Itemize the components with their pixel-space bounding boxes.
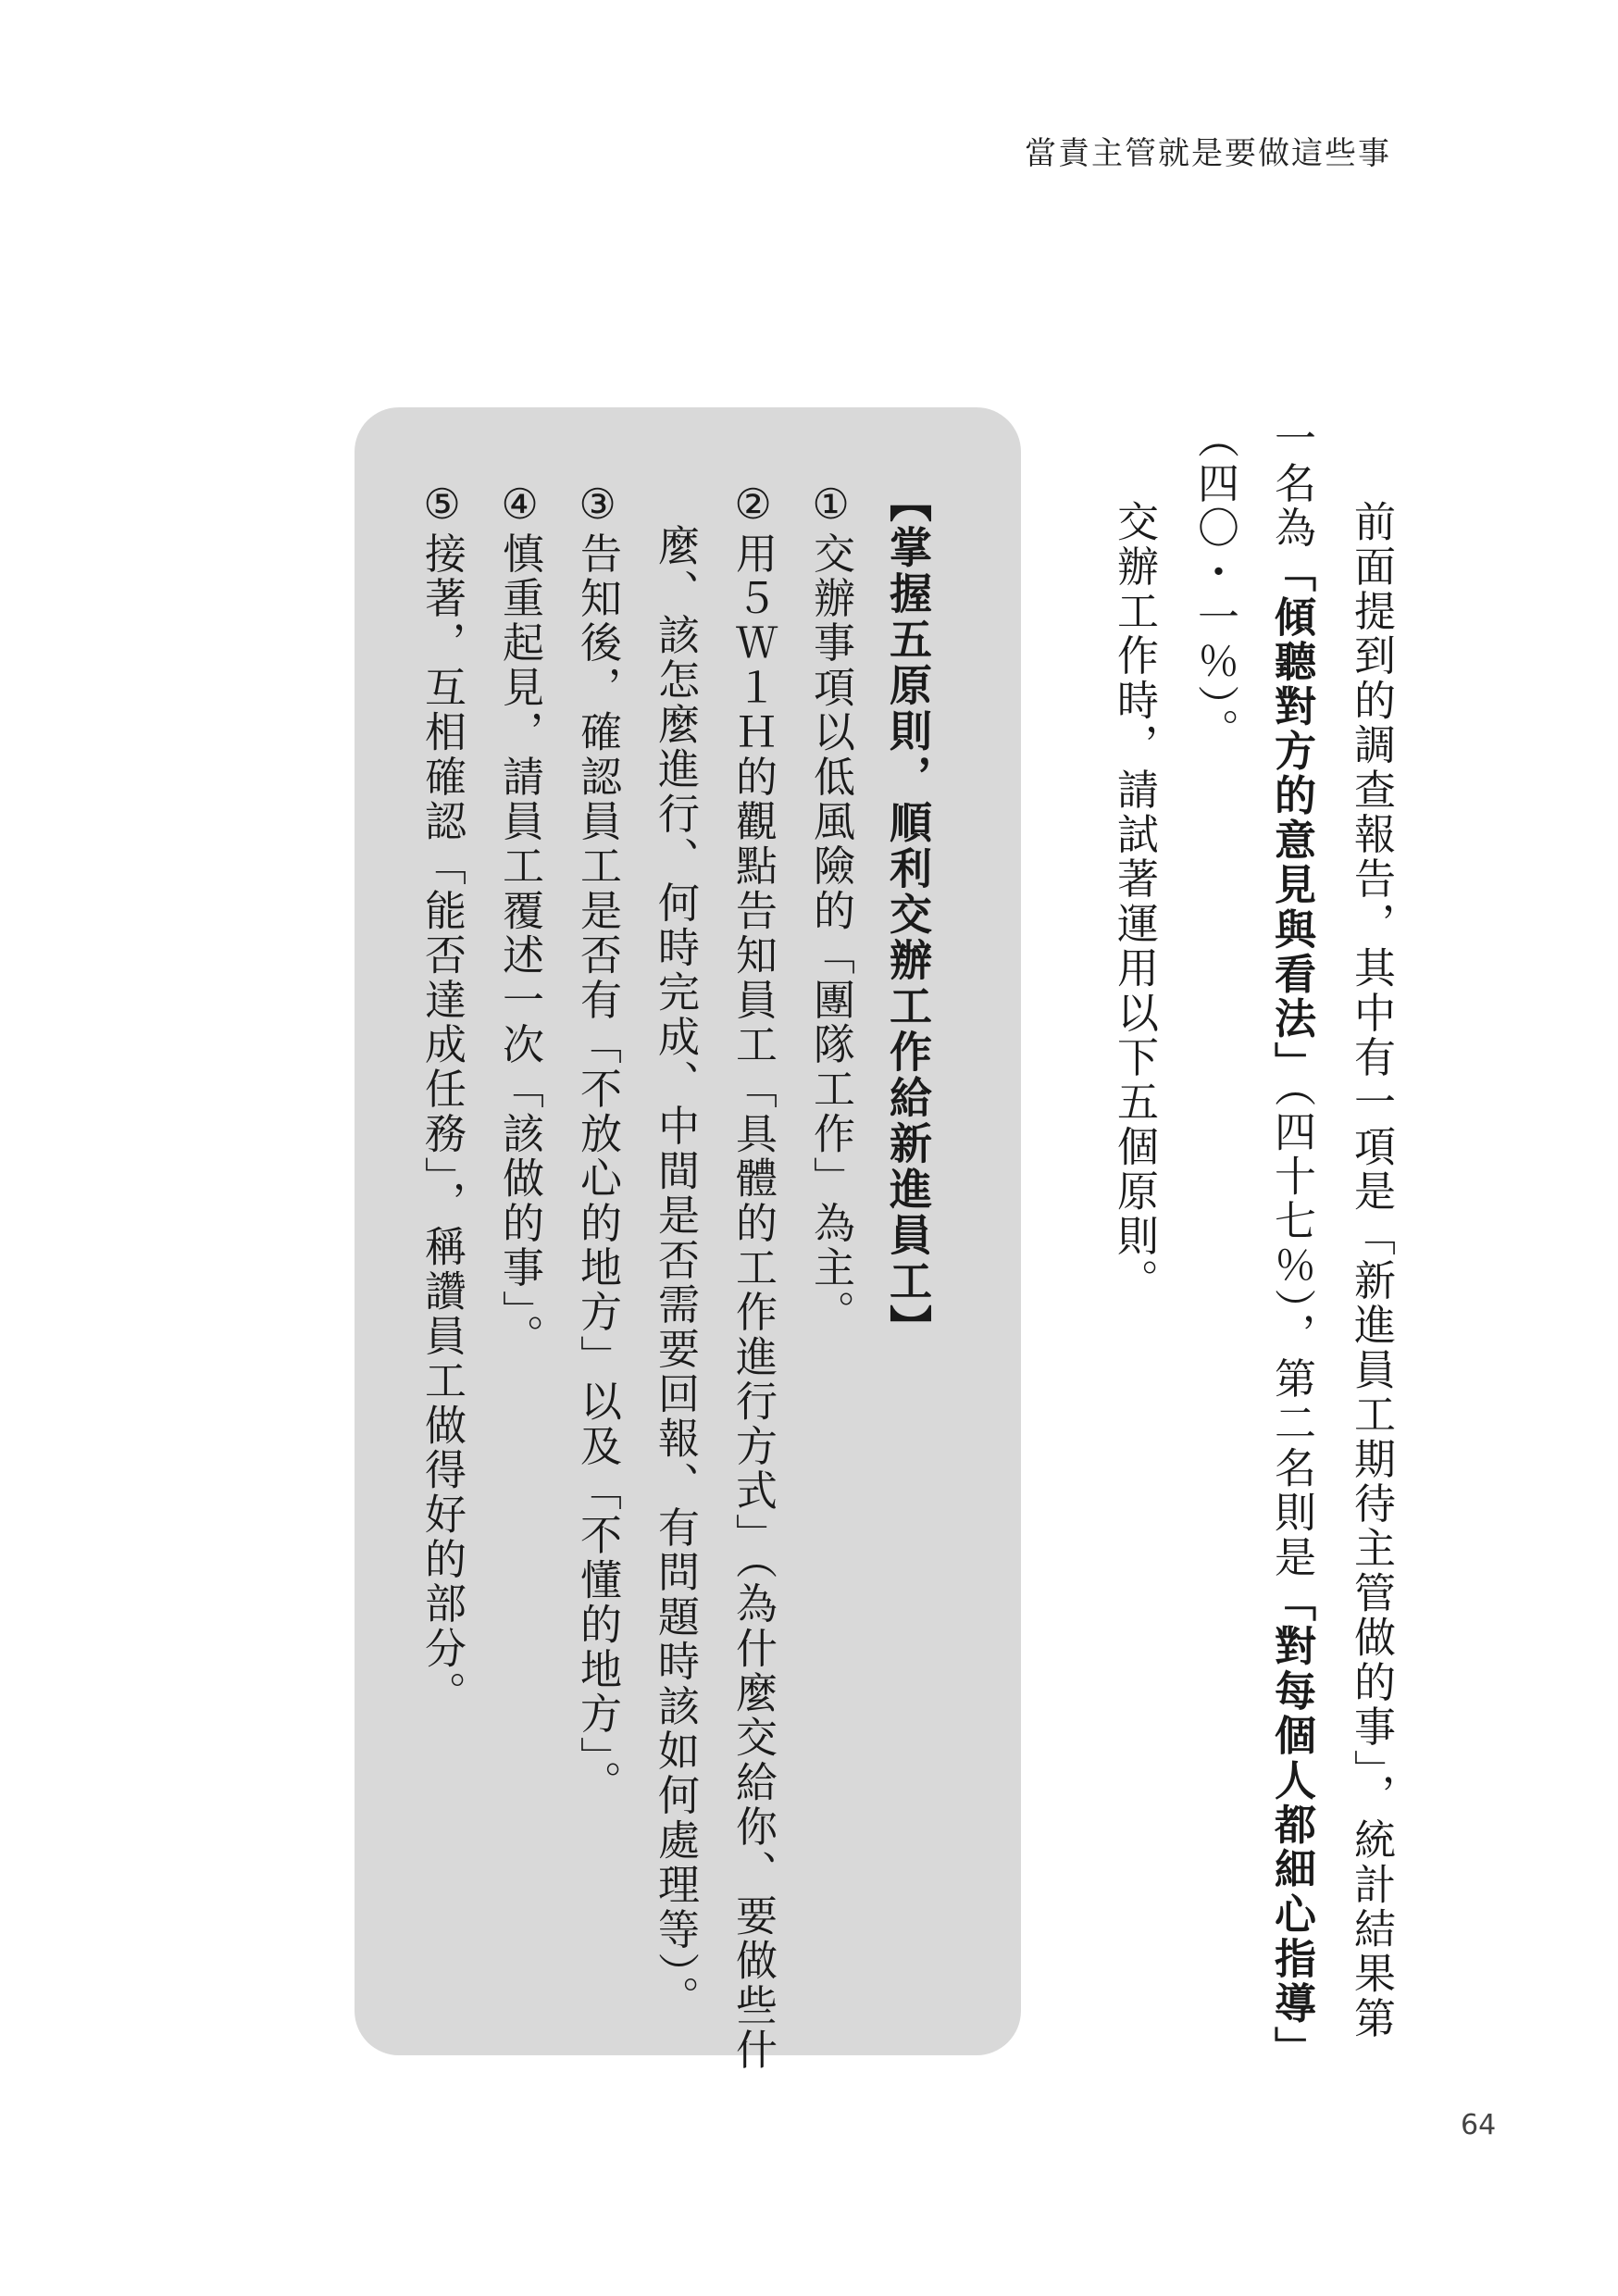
body-text: （四〇・一％）。 (1190, 417, 1239, 754)
body-text: （四十七％），第二名則是 (1267, 1086, 1316, 1580)
number-5-icon: ⑤ (417, 480, 467, 532)
body-text: 交辦工作時，請試著運用以下五個原則。 (1110, 500, 1159, 1304)
tip-item-text: 接著，互相確認「能否達成任務」，稱讚員工做得好的部分。 (417, 531, 467, 1716)
tip-item-3 (573, 480, 622, 1805)
body-line-4 (1110, 500, 1159, 1304)
tip-item-2-cont (651, 524, 700, 2021)
body-line-3 (1190, 417, 1239, 754)
tip-item-text: 麼、該怎麼進行、何時完成、中間是否需要回報、有問題時該如何處理等）。 (651, 524, 700, 2021)
body-line-2 (1267, 417, 1316, 2071)
running-header: 當責主管就是要做這些事 (1025, 135, 1391, 172)
number-4-icon: ④ (495, 480, 544, 532)
tip-item-text: 告知後，確認員工是否有「不放心的地方」以及「不懂的地方」。 (573, 531, 622, 1805)
tip-item-1 (806, 480, 855, 1335)
tip-item-text: 用５Ｗ１Ｈ的觀點告知員工「具體的工作進行方式」（為什麼交給你、要做些什 (728, 531, 778, 2073)
tip-item-text: 慎重起見，請員工覆述一次「該做的事」。 (495, 531, 544, 1359)
body-text: 前面提到的調查報告，其中有一項是「新進員工期待主管做的事」，統計結果第 (1347, 500, 1396, 2041)
emphasis-text: 「對每個人都細心指導」 (1267, 1579, 1316, 2071)
tip-item-5 (417, 480, 467, 1716)
body-line-1 (1347, 500, 1396, 2041)
tip-item-4 (495, 480, 544, 1359)
tip-item-2 (728, 480, 778, 2073)
emphasis-text: 「傾聽對方的意見與看法」 (1267, 550, 1316, 1087)
number-2-icon: ② (728, 480, 778, 532)
body-text: 一名為 (1267, 417, 1316, 551)
number-1-icon: ① (806, 480, 855, 532)
page-number: 64 (1461, 2109, 1497, 2141)
tip-box-title: 【掌握五原則，順利交辦工作給新進員工】 (883, 480, 933, 1351)
tip-item-text: 交辦事項以低風險的「團隊工作」為主。 (806, 531, 855, 1335)
number-3-icon: ③ (573, 480, 622, 532)
